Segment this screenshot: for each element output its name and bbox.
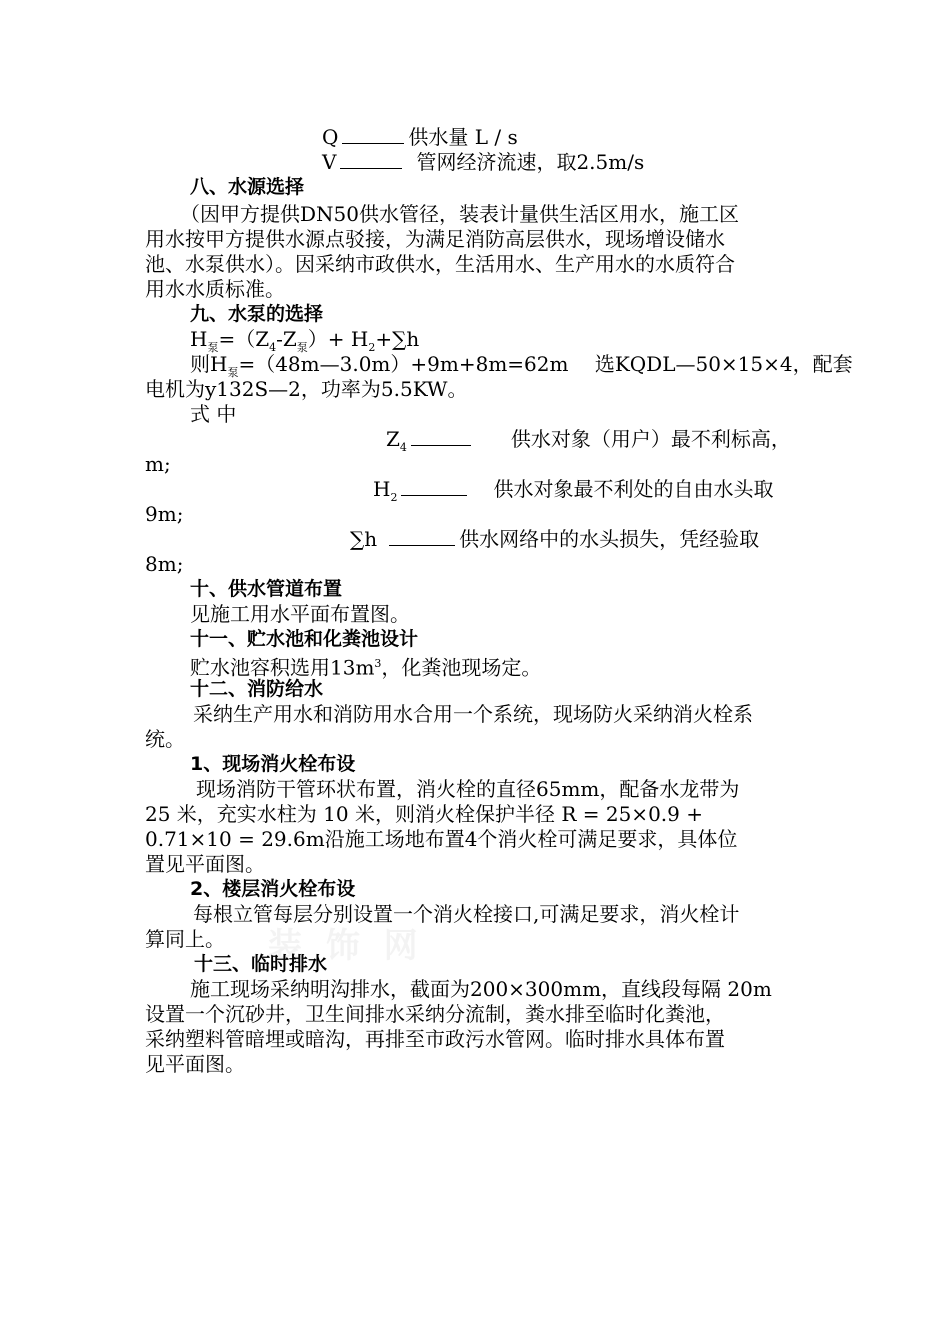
where-label: 式 中 — [190, 402, 237, 426]
section-8-title: 八、水源选择 — [190, 176, 305, 198]
pump-calc: 则$H_泵=(48m—3.0m)+9m+8m=62m$ 选KQDL—50×15×4，配套 — [190, 352, 853, 379]
def-sum-h-unit: 8m; — [145, 552, 184, 576]
s10-text: 见施工用水平面布置图。 — [190, 602, 410, 626]
sub1-line-3: 0.71×10 = 29.6m沿施工场地布置4个消火栓可满足要求，具体位 — [145, 827, 738, 851]
sub1-line-4: 置见平面图。 — [145, 852, 265, 876]
s11-text: 贮水池容积选用$13m^3$，化粪池现场定。 — [190, 655, 542, 680]
sub1-line-1: 现场消防干管环状布置，消火栓的直径65mm，配备水龙带为 — [196, 777, 740, 801]
s13-line-2: 设置一个沉砂井，卫生间排水采纳分流制，粪水排至临时化粪池， — [145, 1002, 725, 1026]
subsection-2-title: 2、楼层消火栓布设 — [190, 878, 356, 900]
pump-motor: 电机为y132S—2，功率为5.5KW。 — [145, 377, 468, 401]
s8-line-2: 用水按甲方提供水源点驳接，为满足消防高层供水，现场增设储水 — [145, 227, 725, 251]
s8-line-1: （因甲方提供DN50供水管径，装表计量供生活区用水，施工区 — [180, 202, 739, 226]
subsection-1-title: 1、现场消火栓布设 — [190, 753, 356, 775]
s12-line-1: 采纳生产用水和消防用水合用一个系统，现场防火采纳消火栓系 — [193, 702, 753, 726]
s12-line-2: 统。 — [145, 727, 185, 751]
s13-line-3: 采纳塑料管暗埋或暗沟，再排至市政污水管网。临时排水具体布置 — [145, 1027, 725, 1051]
def-h2: $H_2$ 供水对象最不利处的自由水头取 — [373, 477, 774, 504]
def-v: V 管网经济流速，取2.5m/s — [322, 150, 645, 174]
section-11-title: 十一、贮水池和化粪池设计 — [190, 628, 419, 650]
sub1-line-2: 25 米，充实水柱为 10 米，则消火栓保护半径 R = 25×0.9 + — [145, 802, 703, 826]
def-h2-unit: 9m; — [145, 502, 184, 526]
s8-line-4: 用水水质标准。 — [145, 277, 285, 301]
def-rule — [342, 131, 404, 144]
section-9-title: 九、水泵的选择 — [190, 303, 324, 325]
section-12-title: 十二、消防给水 — [190, 678, 324, 700]
def-z4-unit: m; — [145, 452, 171, 476]
def-rule — [340, 156, 402, 169]
section-13-title: 十三、临时排水 — [194, 953, 328, 975]
section-10-title: 十、供水管道布置 — [190, 578, 343, 600]
sub2-line-2: 算同上。 — [145, 927, 225, 951]
def-sum-h: ∑h 供水网络中的水头损失，凭经验取 — [350, 527, 760, 551]
sub2-line-1: 每根立管每层分别设置一个消火栓接口,可满足要求，消火栓计 — [193, 902, 740, 926]
s13-line-1: 施工现场采纳明沟排水，截面为200×300mm，直线段每隔 20m — [190, 977, 772, 1001]
watermark: 装 饰 网 — [268, 926, 424, 966]
s8-line-3: 池、水泵供水）。因采纳市政供水，生活用水、生产用水的水质符合 — [145, 252, 735, 276]
def-z4: $Z_4$ 供水对象（用户）最不利标高， — [386, 427, 791, 454]
def-q: Q 供水量 L / s — [322, 125, 518, 149]
s13-line-4: 见平面图。 — [145, 1052, 245, 1076]
pump-formula: $H_泵=(Z_4-Z_泵)+ H_2+\sum h$ — [190, 327, 420, 354]
